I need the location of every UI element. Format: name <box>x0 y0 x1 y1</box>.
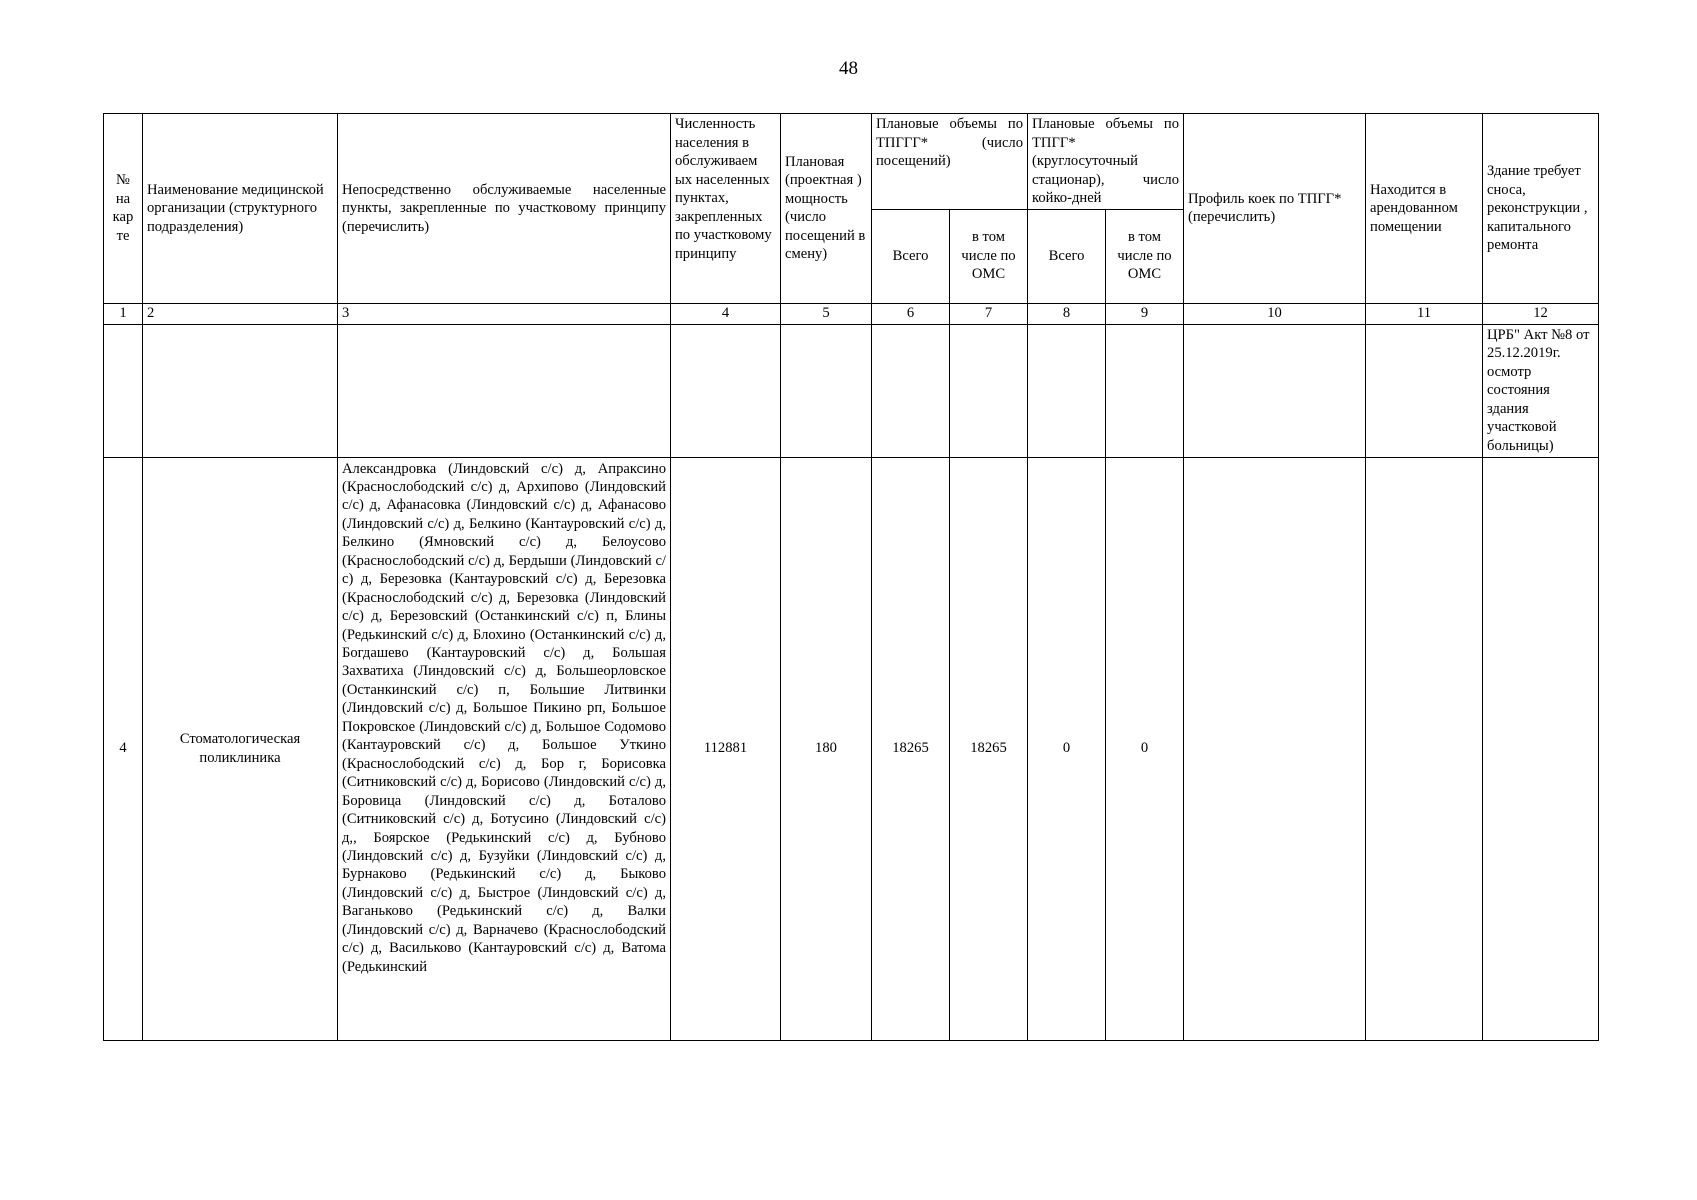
column-number: 10 <box>1184 303 1366 324</box>
header-bed-profile: Профиль коек по ТПГГ* (перечислить) <box>1184 114 1366 304</box>
header-visits-total: Всего <box>872 209 950 303</box>
column-number: 11 <box>1366 303 1483 324</box>
page-number: 48 <box>839 58 858 79</box>
header-population: Численность населения в обслуживаем ых населенных пунктах, закрепленных по участковому принципу <box>671 114 781 304</box>
cell-beddays-oms <box>1106 324 1184 457</box>
column-number: 6 <box>872 303 950 324</box>
cell-visits-total: 18265 <box>872 457 950 1040</box>
column-number: 12 <box>1483 303 1599 324</box>
cell-map-number: 4 <box>104 457 143 1040</box>
header-planned-capacity: Плановая (проектная ) мощность (число посещений в смену) <box>781 114 872 304</box>
cell-visits-total <box>872 324 950 457</box>
cell-visits-oms <box>950 324 1028 457</box>
cell-population: 112881 <box>671 457 781 1040</box>
column-number: 9 <box>1106 303 1184 324</box>
header-rented-premises: Находится в арендованном помещении <box>1366 114 1483 304</box>
cell-bed-profile <box>1184 324 1366 457</box>
column-number: 4 <box>671 303 781 324</box>
cell-planned-capacity: 180 <box>781 457 872 1040</box>
column-numbers-row <box>104 303 1599 324</box>
column-number: 2 <box>143 303 338 324</box>
column-number: 3 <box>338 303 671 324</box>
table-row <box>104 457 1599 1040</box>
header-visits-oms: в том числе по ОМС <box>950 209 1028 303</box>
column-number: 7 <box>950 303 1028 324</box>
cell-beddays-total <box>1028 324 1106 457</box>
cell-building-repair <box>1483 457 1599 1040</box>
settlements-list: Александровка (Линдовский с/с) д, Апраксино (Краснослободский с/с) д, Архипово (Линдовский с/с) д, Афанасовка (Линдовский с/с) д, Афанасово (Линдовский с/с) д, Белкино (Кантауровский с/с) д, Белкино (Ямновский с/с) д, Белоусово (Краснослободский с/с) д, Бердыши (Линдовский с/с) д, Березовка (Кантауровский с/с) д, Березовка (Краснослободский с/с) д, Березовка (Линдовский с/с) д, Березовский (Останкинский с/с) п, Блины (Редькинский с/с) д, Блохино (Останкинский с/с) д, Богдашево (Кантауровский с/с) д, Большая Захватиха (Линдовский с/с) д, Большеорловское (Останкинский с/с) п, Большие Литвинки (Линдовский с/с) д, Большое Пикино рп, Большое Покровское (Линдовский с/с) д, Большое Содомово (Кантауровский с/с) д, Большое Уткино (Краснослободский с/с) д, Бор г, Борисовка (Ситниковский с/с) д, Борисово (Линдовский с/с) д, Боровица (Линдовский с/с) д, Боталово (Ситниковский с/с) д, Ботусино (Линдовский с/с) д,, Боярское (Редькинский с/с) д, Бубново (Линдовский с/с) д, Бузуйки (Линдовский с/с) д, Бурнаково (Редькинский с/с) д, Быково (Линдовский с/с) д, Быстрое (Линдовский с/с) д, Ваганьково (Редькинский с/с) д, Валки (Линдовский с/с) д, Варначево (Краснослободский с/с) д, Васильково (Кантауровский с/с) д, Ватома (Редькинский <box>342 460 666 975</box>
header-building-repair: Здание требует сноса, реконструкции , капитального ремонта <box>1483 114 1599 304</box>
header-planned-visits: Плановые объемы по ТПГГГ* (число посещений) <box>872 114 1028 210</box>
header-planned-bed-days: Плановые объемы по ТПГГ* (круглосуточный стационар), число койко-дней <box>1028 114 1184 210</box>
cell-settlements <box>338 324 671 457</box>
cell-population <box>671 324 781 457</box>
cell-organization-name <box>143 324 338 457</box>
cell-rented-premises <box>1366 457 1483 1040</box>
cell-beddays-total: 0 <box>1028 457 1106 1040</box>
header-beddays-total: Всего <box>1028 209 1106 303</box>
cell-building-repair: ЦРБ" Акт №8 от 25.12.2019г. осмотр состояния здания участковой больницы) <box>1483 324 1599 457</box>
facilities-table <box>103 113 1599 1041</box>
cell-beddays-oms: 0 <box>1106 457 1184 1040</box>
table-row <box>104 324 1599 457</box>
header-map-number: № на кар те <box>104 114 143 304</box>
column-number: 1 <box>104 303 143 324</box>
cell-settlements <box>338 457 671 1040</box>
header-beddays-oms: в том числе по ОМС <box>1106 209 1184 303</box>
cell-bed-profile <box>1184 457 1366 1040</box>
cell-rented-premises <box>1366 324 1483 457</box>
header-settlements: Непосредственно обслуживаемые населенные пункты, закрепленные по участковому принципу (перечислить) <box>338 114 671 304</box>
cell-visits-oms: 18265 <box>950 457 1028 1040</box>
header-organization-name: Наименование медицинской организации (структурного подразделения) <box>143 114 338 304</box>
cell-planned-capacity <box>781 324 872 457</box>
cell-organization-name: Стоматологическая поликлиника <box>143 457 338 1040</box>
cell-map-number <box>104 324 143 457</box>
column-number: 8 <box>1028 303 1106 324</box>
column-number: 5 <box>781 303 872 324</box>
header-row-1 <box>104 114 1599 210</box>
